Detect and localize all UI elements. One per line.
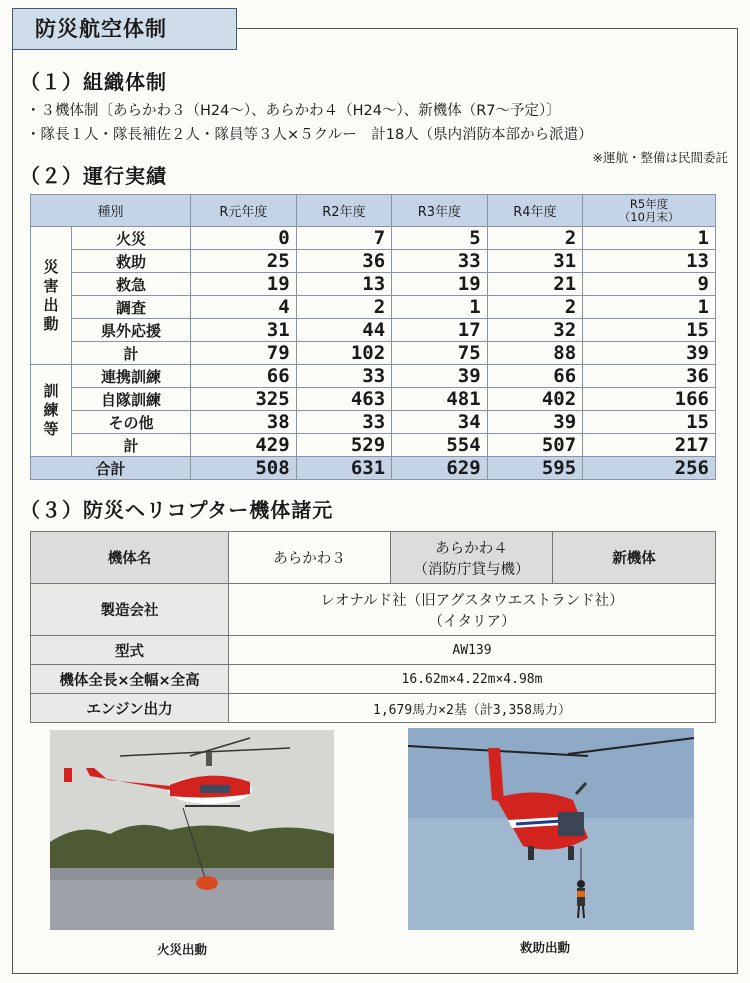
section-2-heading: （２）運行実績	[20, 164, 167, 188]
row-category: 計	[72, 342, 191, 365]
row-value: 32	[487, 319, 582, 342]
row-value: 1	[583, 296, 716, 319]
row-category: 連携訓練	[72, 365, 191, 388]
row-value: 2	[296, 296, 391, 319]
spec-row-engine	[31, 694, 716, 723]
aircraft-arakawa3: あらかわ３	[229, 532, 391, 584]
grand-total-value: 256	[583, 457, 716, 480]
row-value: 217	[583, 434, 716, 457]
section-3-heading: （３）防災ヘリコプター機体諸元	[20, 498, 334, 522]
row-value: 15	[583, 411, 716, 434]
row-value: 1	[583, 227, 716, 250]
grand-total-value: 629	[392, 457, 487, 480]
outsourcing-note: ※運航・整備は民間委託	[592, 150, 728, 165]
row-value: 15	[583, 319, 716, 342]
operations-row	[31, 434, 716, 457]
rescue-mission-photo	[408, 728, 694, 930]
spec-table	[30, 531, 716, 723]
year-header: R3年度	[392, 195, 487, 227]
operations-row	[31, 388, 716, 411]
section-1-heading: （１）組織体制	[20, 70, 167, 94]
year-header-r5	[583, 195, 716, 227]
row-value: 36	[583, 365, 716, 388]
row-value: 13	[583, 250, 716, 273]
page-title: 防災航空体制	[12, 8, 237, 50]
operations-row	[31, 250, 716, 273]
row-value: 429	[191, 434, 297, 457]
year-header: R4年度	[487, 195, 582, 227]
spec-header-row	[31, 532, 716, 584]
aircraft-arakawa4	[391, 532, 553, 584]
row-value: 31	[191, 319, 297, 342]
row-value: 88	[487, 342, 582, 365]
grand-total-value: 595	[487, 457, 582, 480]
group-label: 訓 練 等	[31, 365, 72, 457]
row-value: 44	[296, 319, 391, 342]
maker-name: レオナルド社（旧アグスタウエストランド社）	[320, 592, 624, 609]
row-value: 2	[487, 296, 582, 319]
operations-header-row	[31, 195, 716, 227]
row-category: 救急	[72, 273, 191, 296]
row-category: 救助	[72, 250, 191, 273]
fire-mission-photo	[50, 730, 334, 930]
row-value: 33	[392, 250, 487, 273]
row-category: 県外応援	[72, 319, 191, 342]
row-value: 9	[583, 273, 716, 296]
row-value: 529	[296, 434, 391, 457]
spec-row-maker	[31, 584, 716, 636]
row-category: 調査	[72, 296, 191, 319]
row-value: 402	[487, 388, 582, 411]
year-header: R2年度	[296, 195, 391, 227]
row-value: 1	[392, 296, 487, 319]
row-value: 13	[296, 273, 391, 296]
aircraft-arakawa4-sub: （消防庁貸与機）	[413, 561, 530, 578]
spec-value: 1,679馬力×2基（計3,358馬力）	[229, 694, 716, 723]
spec-row-model	[31, 636, 716, 665]
operations-row	[31, 342, 716, 365]
row-value: 25	[191, 250, 297, 273]
row-value: 79	[191, 342, 297, 365]
row-value: 33	[296, 411, 391, 434]
grand-total-value: 508	[191, 457, 297, 480]
row-value: 34	[392, 411, 487, 434]
grand-total-row	[31, 457, 716, 480]
row-value: 39	[583, 342, 716, 365]
year-header: R元年度	[191, 195, 297, 227]
operations-row	[31, 227, 716, 250]
row-value: 325	[191, 388, 297, 411]
row-value: 19	[392, 273, 487, 296]
spec-label: 型式	[31, 636, 229, 665]
spec-label: 機体全長×全幅×全高	[31, 665, 229, 694]
photo-caption: 救助出動	[520, 940, 571, 955]
spec-row-dimensions	[31, 665, 716, 694]
row-value: 463	[296, 388, 391, 411]
row-value: 5	[392, 227, 487, 250]
grand-total-label: 合計	[31, 457, 191, 480]
maker-country: （イタリア）	[428, 613, 516, 630]
operations-row	[31, 296, 716, 319]
operations-row	[31, 411, 716, 434]
row-value: 36	[296, 250, 391, 273]
spec-value	[229, 584, 716, 636]
row-value: 0	[191, 227, 297, 250]
spec-value: AW139	[229, 636, 716, 665]
row-value: 66	[191, 365, 297, 388]
row-value: 2	[487, 227, 582, 250]
row-value: 66	[487, 365, 582, 388]
spec-label: エンジン出力	[31, 694, 229, 723]
aircraft-arakawa4-name: あらかわ４	[435, 540, 508, 557]
row-value: 102	[296, 342, 391, 365]
group-label: 災 害 出 動	[31, 227, 72, 365]
aircraft-new: 新機体	[553, 532, 716, 584]
row-value: 38	[191, 411, 297, 434]
row-value: 507	[487, 434, 582, 457]
row-category: 火災	[72, 227, 191, 250]
row-value: 39	[487, 411, 582, 434]
row-value: 75	[392, 342, 487, 365]
type-header: 種別	[31, 195, 191, 227]
row-category: 自隊訓練	[72, 388, 191, 411]
org-bullet-1: ・３機体制〔あらかわ３（H24～）、あらかわ４（H24～）、新機体（R7～予定）〕	[26, 103, 561, 119]
grand-total-value: 631	[296, 457, 391, 480]
row-value: 33	[296, 365, 391, 388]
aircraft-name-label: 機体名	[31, 532, 229, 584]
spec-value: 16.62m×4.22m×4.98m	[229, 665, 716, 694]
year-header-r5-label: R5年度	[629, 196, 669, 211]
org-bullet-2: ・隊長１人・隊長補佐２人・隊員等３人×５クルー 計18人（県内消防本部から派遣）	[26, 127, 593, 143]
row-value: 21	[487, 273, 582, 296]
year-header-r5-sub: （10月末）	[618, 209, 680, 224]
row-value: 481	[392, 388, 487, 411]
row-value: 166	[583, 388, 716, 411]
row-value: 7	[296, 227, 391, 250]
row-value: 4	[191, 296, 297, 319]
spec-label: 製造会社	[31, 584, 229, 636]
operations-row	[31, 273, 716, 296]
row-value: 17	[392, 319, 487, 342]
operations-row	[31, 365, 716, 388]
row-value: 31	[487, 250, 582, 273]
row-value: 19	[191, 273, 297, 296]
row-category: その他	[72, 411, 191, 434]
operations-row	[31, 319, 716, 342]
photo-caption: 火災出動	[157, 942, 208, 957]
row-value: 554	[392, 434, 487, 457]
row-category: 計	[72, 434, 191, 457]
operations-table	[30, 194, 716, 480]
row-value: 39	[392, 365, 487, 388]
